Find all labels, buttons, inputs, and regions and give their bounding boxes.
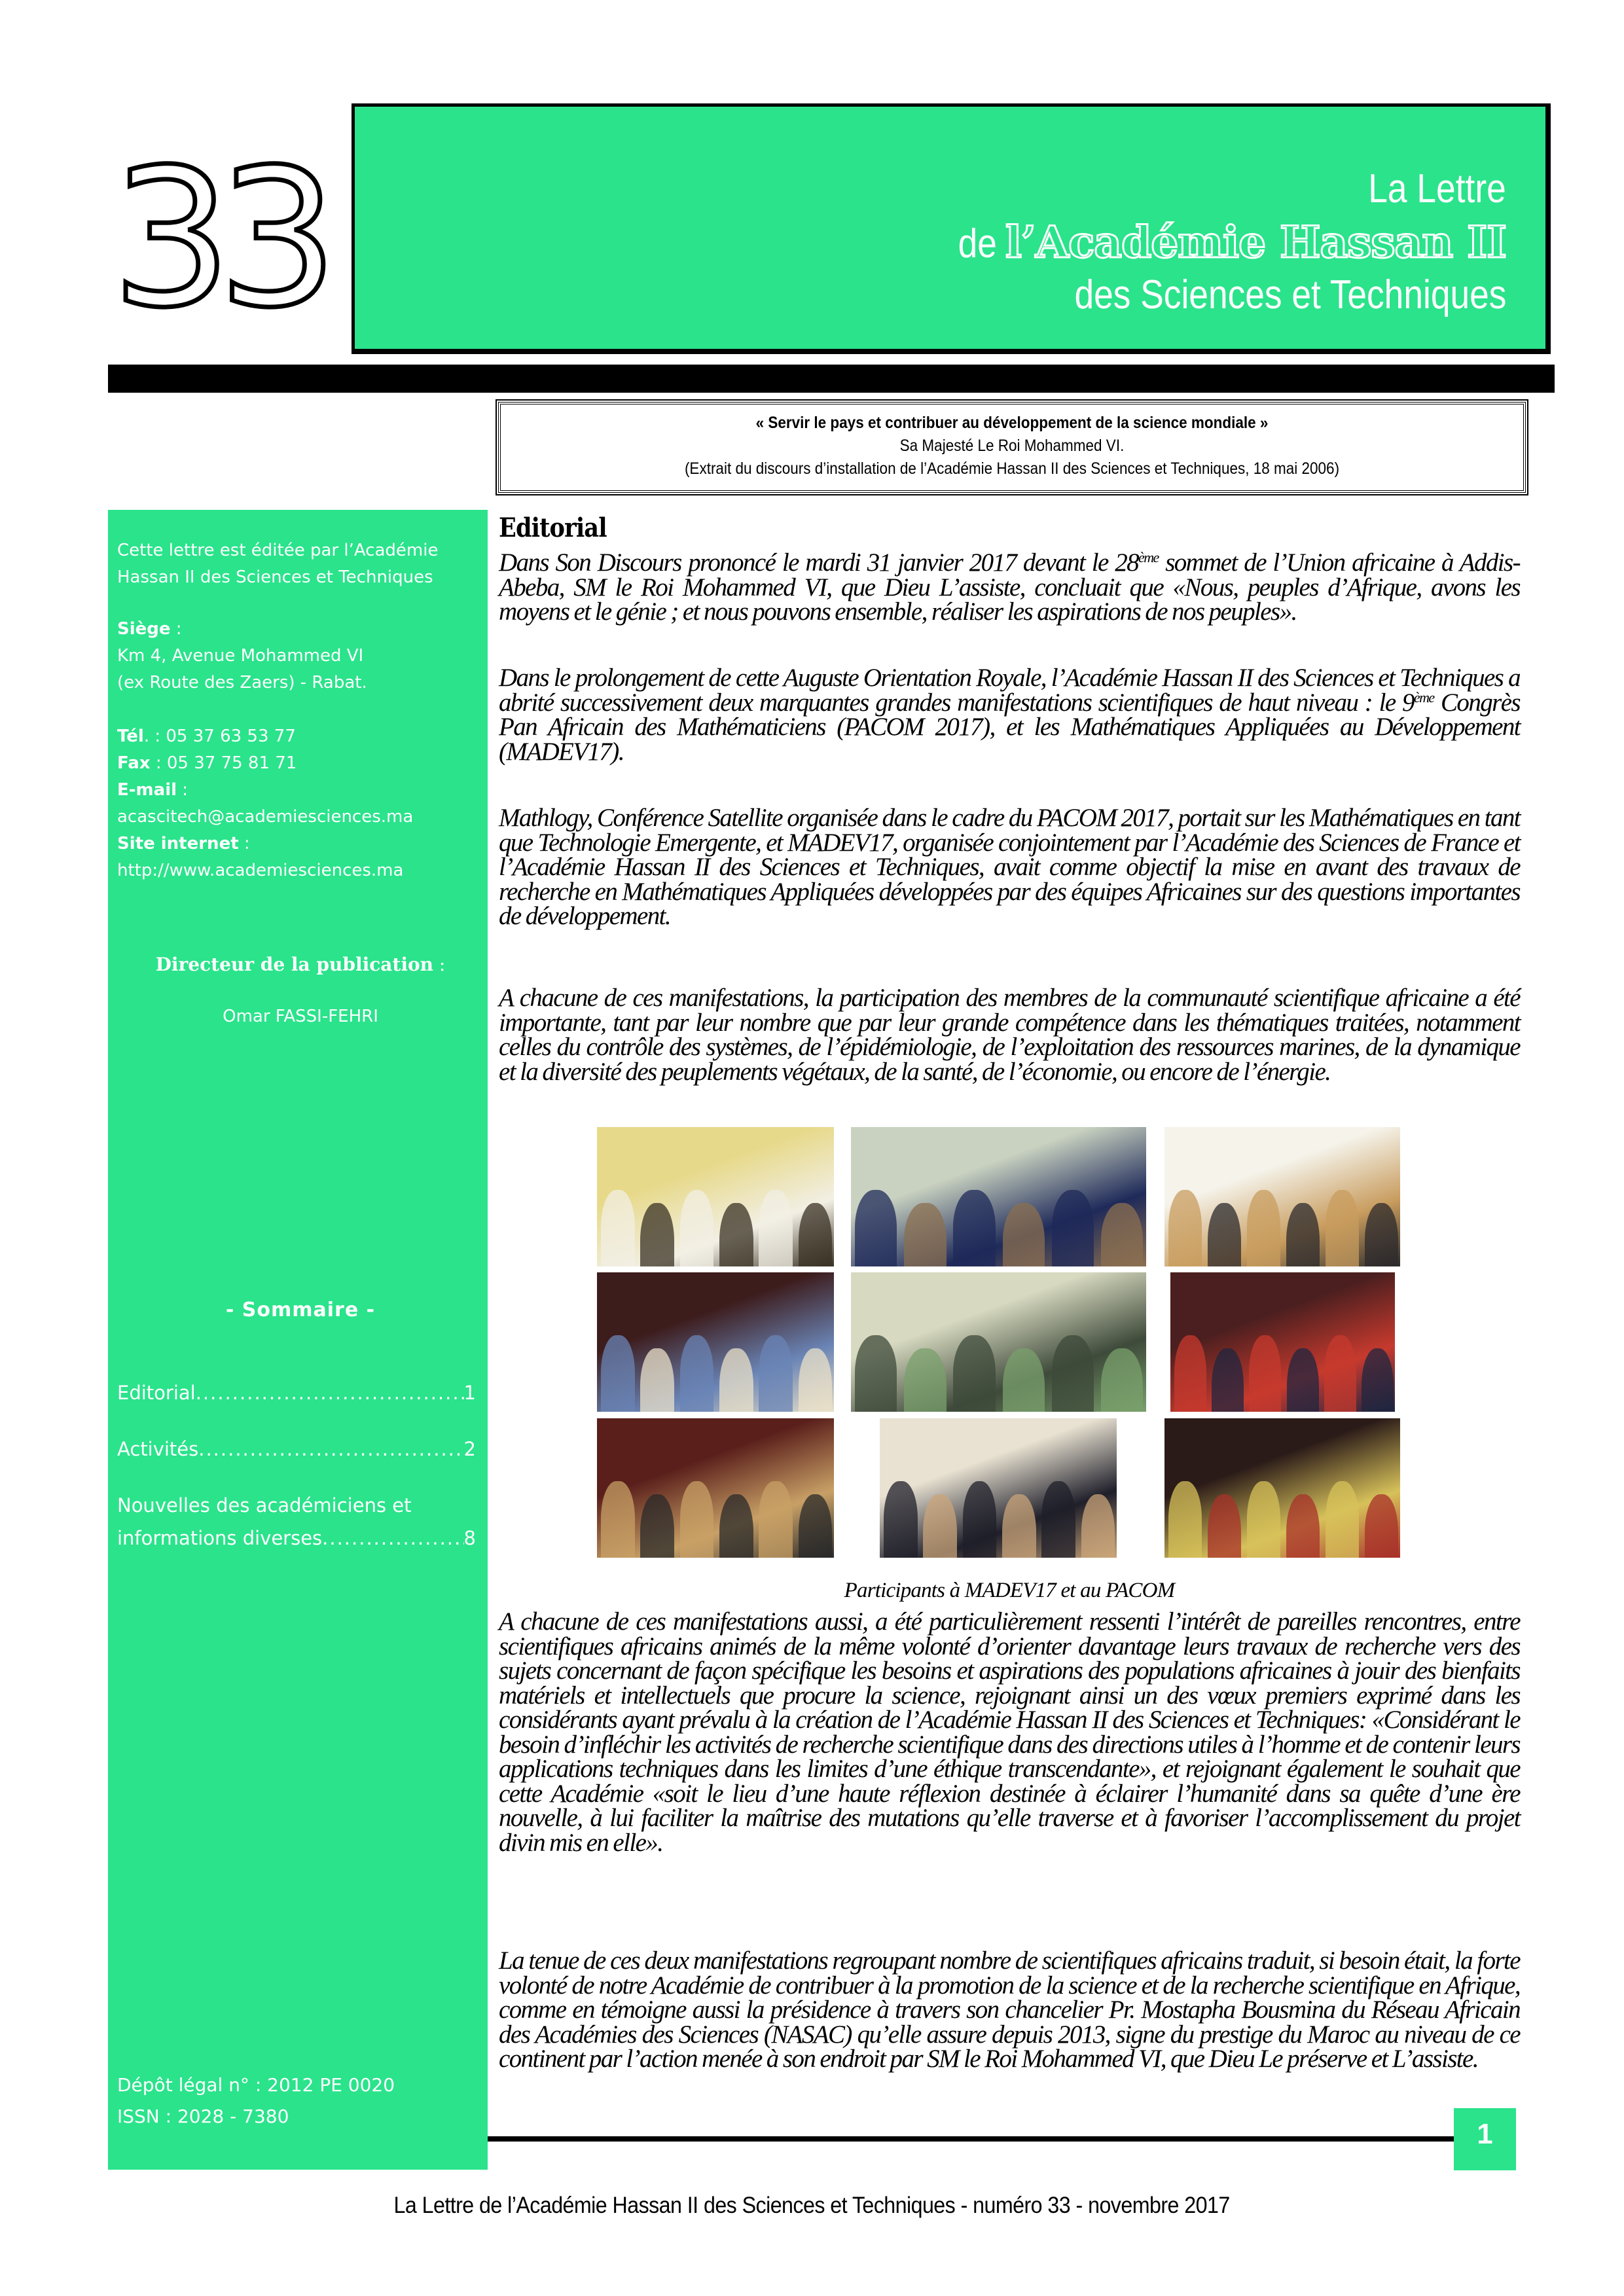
person-silhouette [1326, 1481, 1359, 1558]
toc-item-activites[interactable] [117, 1433, 476, 1465]
sommaire-title: - Sommaire - [225, 1299, 376, 1321]
person-silhouette [963, 1481, 997, 1558]
publisher-intro: Cette lettre est éditée par l’Académie Hassan II des Sciences et Techniques [117, 541, 439, 587]
masthead-title-line3: des Sciences et Techniques [1074, 272, 1506, 317]
person-silhouette [953, 1335, 995, 1412]
audience-question-photo [597, 1127, 834, 1266]
email-label: E-mail [117, 780, 177, 800]
siege-label: Siège [117, 619, 171, 639]
page-footer [0, 2193, 1624, 2219]
person-silhouette [1212, 1348, 1244, 1412]
person-silhouette [680, 1481, 714, 1558]
person-silhouette [1052, 1190, 1094, 1266]
person-silhouette [923, 1494, 957, 1558]
person-silhouette [1174, 1335, 1206, 1412]
toc-page: 2 [463, 1438, 476, 1460]
person-silhouette [1041, 1481, 1075, 1558]
person-silhouette [1287, 1348, 1319, 1412]
masthead-title-line1: La Lettre [1368, 166, 1506, 211]
editorial-paragraph [499, 550, 1520, 624]
toc-label: informations diverses [117, 1527, 323, 1549]
director-name: Omar FASSI-FEHRI [223, 1007, 378, 1026]
participants-panel-photo [1164, 1418, 1400, 1558]
person-silhouette [1247, 1481, 1280, 1558]
toc-leader [198, 1433, 463, 1465]
masthead [352, 103, 1551, 354]
siege-sep: : [170, 619, 182, 639]
official-portrait-photo [1170, 1272, 1395, 1412]
seated-participants-photo [880, 1418, 1117, 1558]
toc-label: Activités [117, 1438, 199, 1460]
issue-number [111, 147, 334, 317]
photo-caption: Participants à MADEV17 et au PACOM [844, 1579, 1175, 1602]
toc-leader [196, 1376, 464, 1409]
person-silhouette [1362, 1348, 1394, 1412]
section-title: Editorial [499, 512, 607, 543]
editorial-paragraph: Mathlogy, Conférence Satellite organisée dans le cadre du PACOM 2017, portait sur les Mathématiques en tant que Technologie Emergente, et MADEV17, organisée conjointement par l’Académie des Sciences de France et l’Académie Hassan II des Sciences et Techniques, avait comme objectif la mise en avant des travaux de recherche en Mathématiques Appliquées développées par des équipes Africaines sur des questions importantes de développement. [499, 804, 1520, 930]
person-silhouette [601, 1481, 635, 1558]
quote-text: « Servir le pays et contribuer au développement de la science mondiale » [755, 414, 1269, 432]
page-number: 1 [1454, 2108, 1516, 2170]
person-silhouette [1003, 1348, 1045, 1412]
person-silhouette [1247, 1190, 1280, 1266]
paragraph-text: Dans le prolongement de cette Auguste Orientation Royale, l’Académie Hassan II des Sciences et Techniques a abrité successivement deux marquantes grandes manifestations scientifiques de haut niveau : le 9 [499, 664, 1520, 717]
issn: ISSN : 2028 - 7380 [117, 2106, 289, 2127]
person-silhouette [601, 1335, 635, 1412]
person-silhouette [1101, 1203, 1143, 1266]
masthead-title-line2 [952, 217, 1506, 268]
address-line1: Km 4, Avenue Mohammed VI [117, 646, 364, 666]
person-silhouette [1365, 1494, 1398, 1558]
person-silhouette [1208, 1203, 1241, 1266]
person-silhouette [1101, 1348, 1143, 1412]
person-silhouette [1052, 1335, 1094, 1412]
person-silhouette [1249, 1335, 1281, 1412]
ordinal-suffix: ème [1413, 689, 1434, 706]
fax-value: : 05 37 75 81 71 [150, 753, 297, 773]
quote-source: (Extrait du discours d’installation de l’Académie Hassan II des Sciences et Techniques, 18 mai 2006) [684, 459, 1340, 478]
person-silhouette [640, 1203, 674, 1266]
editorial-paragraph: A chacune de ces manifestations, la participation des membres de la communauté scientifique africaine a été importante, tant par leur nombre que par leur grande compétence dans les thématiques traitées, notamment celles du contrôle des systèmes, de l’épidémiologie, de l’exploitation des ressources marines, de la dynamique et la diversité des peuplements végétaux, de la santé, de l’économie, ou encore de l’énergie. [499, 984, 1520, 1086]
email-sep: : [177, 780, 189, 800]
person-silhouette [601, 1190, 635, 1266]
person-silhouette [719, 1203, 753, 1266]
toc-label-line1: Nouvelles des académiciens et [117, 1494, 412, 1516]
royal-quote-box [498, 402, 1526, 493]
address-line2: (ex Route des Zaers) - Rabat. [117, 673, 367, 692]
website-link[interactable]: http://www.academiesciences.ma [117, 861, 404, 880]
person-silhouette [953, 1190, 995, 1266]
person-silhouette [1003, 1203, 1045, 1266]
director-label-row [117, 951, 484, 978]
masthead-academy-name: l’Académie Hassan II [1005, 217, 1506, 268]
tel-label: Tél [117, 726, 144, 746]
speaker-podium-photo [597, 1272, 834, 1412]
director-sep: : [433, 954, 446, 975]
paragraph-text: Congrès Pan Africain des Mathématiciens (PACOM 2017), et les Mathématiques Appliquées au Développement (MADEV17). [499, 688, 1520, 766]
toc-page: 1 [463, 1382, 476, 1404]
editorial-paragraph: A chacune de ces manifestations aussi, a été particulièrement ressenti l’intérêt de pareilles rencontres, entre scientifiques africains animés de la même volonté d’orienter davantage leurs travaux de recherche vers des sujets concernant de façon spécifique les besoins et aspirations des populations africaines à jouir des bienfaits matériels et intellectuels que procure la science, rejoignant ainsi un des vœux premiers exprimé dans les considérants ayant prévalu à la création de l’Académie Hassan II des Sciences et Techniques: «Considérant le besoin d’infléchir les activités de recherche scientifique dans des directions utiles à l’homme et de contenir leurs applications techniques dans les limites d’une éthique transcendante», et rejoignant également le souhait que cette Académie «soit le lieu d’une haute réflexion destinée à éclairer l’humanité dans sa quête d’une ère nouvelle, à lui faciliter la maîtrise des mutations qu’elle traverse et à favoriser l’accomplissement du projet divin mis en elle». [499, 1607, 1520, 1857]
ordinal-suffix: ème [1138, 549, 1159, 565]
person-silhouette [799, 1348, 833, 1412]
sidebar [108, 510, 488, 2170]
toc-label: Editorial [117, 1382, 196, 1404]
director-label: Directeur de la publication [155, 954, 434, 975]
masthead-prefix: de [958, 221, 997, 266]
legal-info [117, 2070, 484, 2132]
person-silhouette [680, 1335, 714, 1412]
person-silhouette [1365, 1203, 1398, 1266]
person-silhouette [1286, 1203, 1320, 1266]
bottom-rule [488, 2136, 1454, 2142]
person-silhouette [759, 1190, 793, 1266]
person-silhouette [799, 1203, 833, 1266]
person-silhouette [855, 1190, 897, 1266]
legal-deposit: Dépôt légal n° : 2012 PE 0020 [117, 2074, 395, 2096]
person-silhouette [759, 1335, 793, 1412]
toc-leader [322, 1522, 463, 1554]
toc-item-nouvelles[interactable] [117, 1489, 476, 1554]
speaker-with-flag-photo [597, 1418, 834, 1558]
person-silhouette [1286, 1494, 1320, 1558]
site-sep: : [238, 834, 250, 853]
person-silhouette [1326, 1190, 1359, 1266]
person-silhouette [1168, 1481, 1202, 1558]
footer-text: La Lettre de l’Académie Hassan II des Sciences et Techniques - numéro 33 - novembre 2017 [393, 2193, 1231, 2218]
quote-author: Sa Majesté Le Roi Mohammed VI. [899, 437, 1125, 455]
person-silhouette [799, 1494, 833, 1558]
person-silhouette [884, 1481, 918, 1558]
person-silhouette [1208, 1494, 1241, 1558]
header-divider-bar [108, 365, 1555, 393]
paragraph-text: Dans Son Discours prononcé le mardi 31 janvier 2017 devant le 28 [499, 548, 1139, 577]
person-silhouette [1081, 1494, 1115, 1558]
toc-item-editorial[interactable] [117, 1376, 476, 1409]
contact-block [117, 616, 484, 884]
person-silhouette [719, 1494, 753, 1558]
person-silhouette [904, 1348, 946, 1412]
email-link[interactable]: acascitech@academiesciences.ma [117, 807, 414, 827]
group-photo [851, 1272, 1146, 1412]
person-silhouette [1002, 1494, 1036, 1558]
person-silhouette [904, 1203, 946, 1266]
editorial-paragraph: La tenue de ces deux manifestations regroupant nombre de scientifiques africains traduit, si besoin était, la forte volonté de notre Académie de contribuer à la promotion de la science et de la recherche scientifique en Afrique, comme en témoigne aussi la présidence à travers son chancelier Pr. Mostapha Bousmina du Réseau Africain des Académies des Sciences (NASAC) qu’elle assure depuis 2013, signe du prestige du Maroc au niveau de ce continent par l’action menée à son endroit par SM le Roi Mohammed VI, que Dieu Le préserve et L’assiste. [499, 1946, 1520, 2073]
tel-value: . : 05 37 63 53 77 [143, 726, 296, 746]
person-silhouette [1168, 1190, 1202, 1266]
fax-label: Fax [117, 753, 151, 773]
person-silhouette [759, 1481, 793, 1558]
person-silhouette [640, 1494, 674, 1558]
site-label: Site internet [117, 834, 239, 853]
editorial-paragraph [499, 666, 1520, 764]
person-silhouette [680, 1190, 714, 1266]
toc-page: 8 [463, 1527, 476, 1549]
person-silhouette [640, 1348, 674, 1412]
person-silhouette [1324, 1335, 1356, 1412]
panel-table-photo [1164, 1127, 1400, 1266]
conference-hall-audience-photo [851, 1127, 1146, 1266]
person-silhouette [855, 1335, 897, 1412]
person-silhouette [719, 1348, 753, 1412]
paragraph-text: sommet de l’Union africaine à Addis-Abeba, SM le Roi Mohammed VI, que Dieu L’assiste, concluait que «Nous, peuples d’Afrique, avons les moyens et le génie ; et nous pouvons ensemble, réaliser les aspirations de nos peuples». [499, 548, 1520, 626]
issue-number-text: 33 [111, 147, 325, 317]
